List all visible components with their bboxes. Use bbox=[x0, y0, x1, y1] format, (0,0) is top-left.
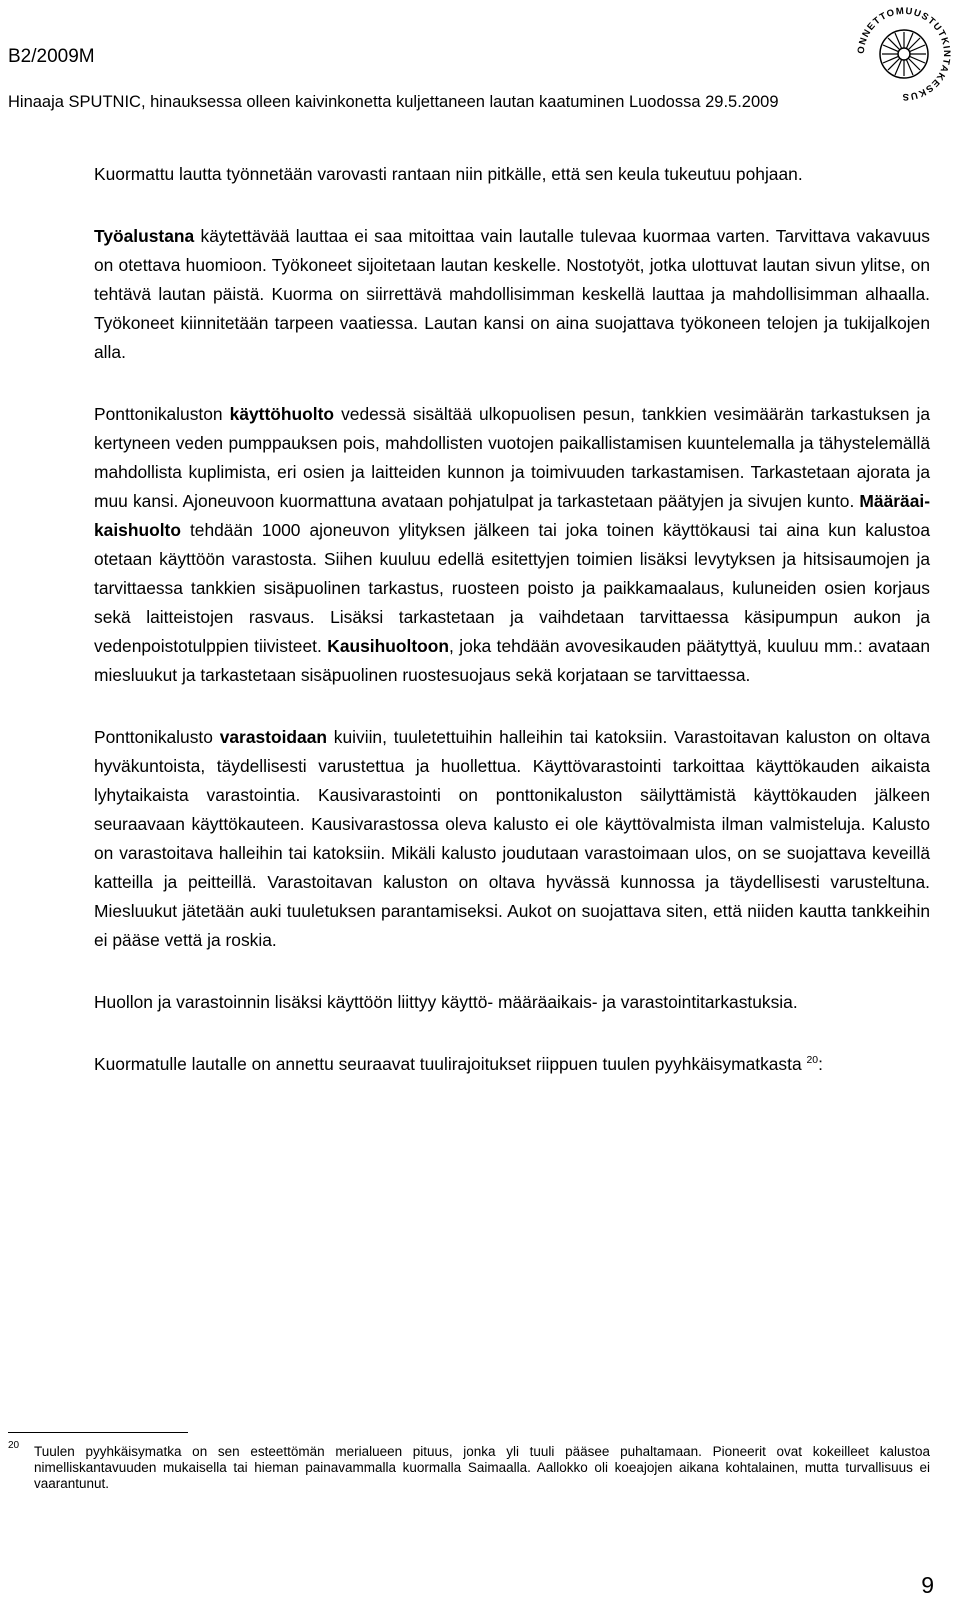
document-code: B2/2009M bbox=[8, 46, 95, 67]
paragraph-work-platform: Työalustana käytettävää lauttaa ei saa mitoittaa vain lautalle tulevaa kuormaa varten. Tarvittava vakavuus on otettava huomioon. Työkoneet sijoitetaan lautan keskelle. Nostotyöt, jotka ulottuvat lautan sivun ylitse, on tehtävä lautan päistä. Kuorma on siirrettävä mahdollisimman keskellä lauttaa ja mahdollisimman alhaalla. Työkoneet kiinnitetään tarpeen vaatiessa. Lautan kansi on aina suojattava työkoneen telojen ja tukijalkojen alla. bbox=[94, 226, 930, 362]
paragraph-storage: Ponttonikalusto varastoidaan kuiviin, tuuletettuihin halleihin tai katoksiin. Varastoitavan kaluston on oltava hyväkuntoista, täydellisesti varustettua ja huollettua. Käyttövarastointi tarkoittaa käyttökauden aikaista lyhytaikaista varastointia. Kausivarastointi on ponttonikaluston säilyttämistä käyttökauden jälkeen seuraavaan käyttökauteen. Kausivarastossa oleva kalusto ei ole käyttövalmista ilman valmisteluja. Kalusto on varastoitava halleihin tai katoksiin. Mikäli kalusto joudutaan varastoimaan ulos, on se suojattava keveillä katteilla ja peitteillä. Varastoitavan kaluston on oltava hyvässä kunnossa ja täydellisesti varusteltuna. Miesluukut jätetään auki tuuletuksen parantamiseksi. Aukot on suojattava siten, että niiden kautta tankkeihin ei pääse vettä ja roskia. bbox=[94, 727, 931, 950]
paragraph-wind-limits: Kuormatulle lautalle on annettu seuraavat tuulirajoitukset riippuen tuulen pyyhkäisymatkasta $^{20}$: bbox=[94, 1054, 823, 1074]
page-number: 9 bbox=[921, 1572, 934, 1598]
footnote-text: Tuulen pyyhkäisymatka on sen esteettömän merialueen pituus, jonka yli tuuli pääsee puhaltamaan. Pioneerit ovat kokeilleet kalustoa nimelliskantavuuden mukaisella tai hieman painavammalla kuormalla Saimaalla. Aallokko oli koeajojen aikana kohtalainen, mutta turvallisuus ei vaarantunut. bbox=[34, 1444, 930, 1491]
body-text bbox=[94, 160, 930, 1112]
svg-text:ONNETTOMUUSTUTKINTAKESKUS: ONNETTOMUUSTUTKINTAKESKUS bbox=[855, 5, 953, 103]
agency-seal-logo bbox=[852, 2, 956, 106]
footnote-reference[interactable]: 20 bbox=[806, 1055, 819, 1067]
paragraph-maintenance: Ponttonikaluston käyttöhuolto vedessä sisältää ulkopuolisen pesun, tankkien vesimäärän tarkastuksen ja kertyneen veden pumppauksen pois, mahdollisten vuotojen paikallistamisen kuuntelemalla ja tähystelemällä mahdollista kuplimista, eri osien ja laitteiden kunnon ja toimivuuden tarkastamisen. Tarkastetaan ajorata ja muu kansi. Ajoneuvoon kuormattuna avataan pohjatulpat ja tarkastetaan päätyjen ja sivujen kunto. Määräaikaishuolto tehdään 1000 ajoneuvon ylityksen jälkeen tai joka toinen käyttökausi tai aina kun kalustoa otetaan käyttöön varastosta. Siihen kuuluu edellä esitettyjen toimien lisäksi levytyksen ja hitsisaumojen ja tarvittaessa tankkien sisäpuolinen tarkastus, ruosteen poisto ja paikkamaalaus, kuluneiden osien korjaus sekä laitteistojen rasvaus. Lisäksi tarkastetaan ja vaihdetaan tarvittaessa käsipumpun aukon ja vedenpoistotulppien tiivisteet. Kausihuoltoon, joka tehdään avovesikauden päätyttyä, kuuluu mm.: avataan miesluukut ja tarkastetaan sisäpuolinen ruostesuojaus sekä korjataan se tarvittaessa. bbox=[94, 404, 931, 685]
footnote-divider bbox=[8, 1432, 188, 1433]
paragraph-landing: Kuormattu lautta työnnetään varovasti rantaan niin pitkälle, että sen keula tukeutuu pohjaan. bbox=[94, 164, 803, 184]
document-title: Hinaaja SPUTNIC, hinauksessa olleen kaivinkonetta kuljettaneen lautan kaatuminen Luodossa 29.5.2009 bbox=[8, 93, 779, 111]
paragraph-inspections: Huollon ja varastoinnin lisäksi käyttöön liittyy käyttö- määräaikais- ja varastointitarkastuksia. bbox=[94, 992, 798, 1012]
footnote-number: 20 bbox=[8, 1440, 20, 1451]
